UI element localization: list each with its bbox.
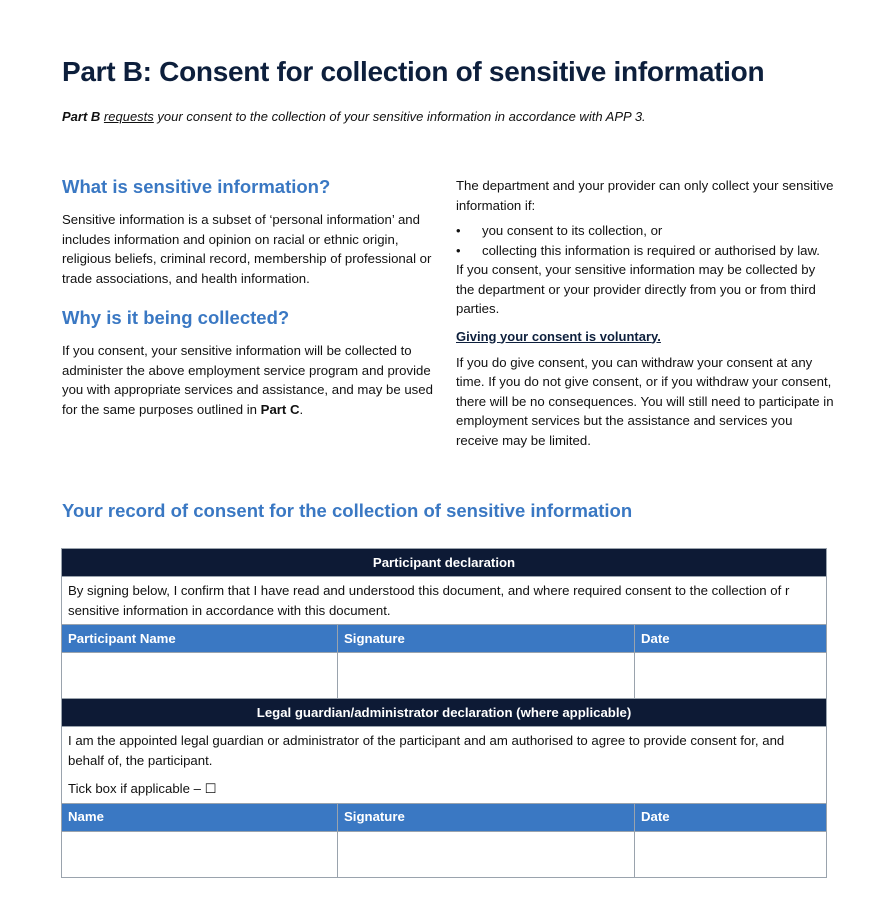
why-heading: Why is it being collected? [62, 307, 290, 328]
guardian-signature-header: Signature [338, 803, 635, 831]
guardian-date-header: Date [635, 803, 827, 831]
right-column [456, 176, 834, 450]
what-body: Sensitive information is a subset of ‘personal information’ and includes information and opinion on racial or ethnic origin, religious beliefs, criminal record, membership of professional or trade associations, and health information. [62, 212, 432, 286]
bullet-icon: • [456, 223, 461, 238]
bullet-text: collecting this information is required or authorised by law. [482, 242, 820, 258]
page-title: Part B: Consent for collection of sensitive information [62, 56, 765, 87]
participant-signature-field[interactable] [338, 653, 635, 699]
intro-bold: Part B [62, 109, 101, 124]
bullet-icon: • [456, 242, 461, 258]
participant-line-1: By signing below, I confirm that I have read and understood this document, and where required consent to the collection of r [68, 583, 790, 598]
guardian-line-2: behalf of, the participant. [68, 752, 213, 768]
consent-body: If you consent, your sensitive information may be collected by the department or your provider directly from you or from third parties. [456, 262, 816, 316]
left-column [62, 176, 437, 419]
participant-name-field[interactable] [62, 653, 338, 699]
participant-signature-header: Signature [338, 625, 635, 653]
guardian-date-field[interactable] [635, 831, 827, 877]
tick-checkbox[interactable]: ☐ [204, 781, 217, 796]
guardian-declaration-heading: Legal guardian/administrator declaration (where applicable) [62, 699, 827, 727]
participant-name-header: Participant Name [62, 625, 338, 653]
voluntary-heading: Giving your consent is voluntary. [456, 328, 661, 344]
tick-line [68, 779, 820, 799]
why-body [62, 341, 437, 419]
participant-date-field[interactable] [635, 653, 827, 699]
tick-label: Tick box if applicable – [68, 781, 201, 796]
participant-declaration-text [62, 577, 827, 625]
intro-underlined: requests [103, 109, 154, 124]
bullet-text: you consent to its collection, or [482, 223, 663, 238]
what-heading: What is sensitive information? [62, 176, 331, 197]
guardian-declaration-text [62, 727, 827, 804]
guardian-signature-field[interactable] [338, 831, 635, 877]
list-item [456, 221, 834, 241]
intro-text [62, 109, 646, 124]
participant-line-2: sensitive information in accordance with this document. [68, 602, 391, 618]
collect-conditions-list [456, 221, 834, 260]
collect-intro: The department and your provider can only collect your sensitive information if: [456, 178, 834, 213]
record-heading: Your record of consent for the collection of sensitive information [62, 500, 633, 521]
intro-rest: your consent to the collection of your sensitive information in accordance with APP 3. [157, 109, 646, 124]
why-end: . [299, 401, 304, 417]
withdraw-body: If you do give consent, you can withdraw your consent at any time. If you do not give consent, or if you withdraw your consent, there will be no consequences. You will still need to participate in employment services but the assistance and services you receive may be limited. [456, 354, 834, 448]
why-part-ref: Part C [260, 401, 300, 417]
consent-table [61, 548, 827, 878]
participant-declaration-heading: Participant declaration [62, 549, 827, 577]
guardian-line-1: I am the appointed legal guardian or administrator of the participant and am authorised to agree to provide consent for, and [68, 733, 785, 748]
guardian-name-field[interactable] [62, 831, 338, 877]
participant-date-header: Date [635, 625, 827, 653]
why-body-text: If you consent, your sensitive information will be collected to administer the above employment service program and provide you with appropriate services and assistance, and may be used for the same purposes outlined in [62, 343, 433, 417]
guardian-name-header: Name [62, 803, 338, 831]
list-item [456, 241, 834, 261]
